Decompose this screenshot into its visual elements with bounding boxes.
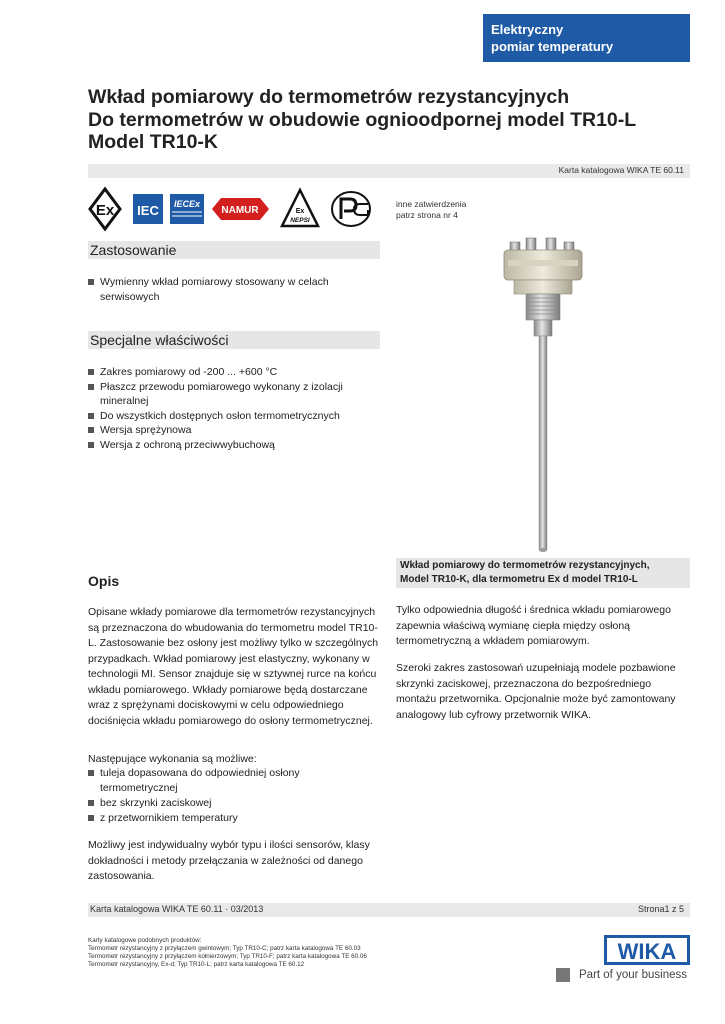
measuring-insert-image (496, 236, 592, 554)
title-line-1: Wkład pomiarowy do termometrów rezystancyjnych (88, 86, 570, 108)
certification-logos (88, 186, 388, 232)
list-item: Płaszcz przewodu pomiarowego wykonany z izolacji mineralnej (88, 380, 363, 409)
list-item: Zakres pomiarowy od -200 ... +600 °C (88, 365, 363, 380)
features-list (88, 365, 363, 452)
related-heading: Karty katalogowe podobnych produktów: (88, 937, 202, 944)
namur-logo-icon (212, 198, 269, 220)
section-heading-description: Opis (88, 573, 120, 589)
category-line-2: pomiar temperatury (491, 39, 614, 54)
category-line-1: Elektryczny (491, 22, 564, 37)
related-datasheets (88, 937, 367, 969)
page-title (88, 86, 688, 154)
related-item: Termometr rezystancyjny z przyłączem kołnierzowym; Typ TR10-F; patrz karta katalogowa TE 60.06 (88, 953, 367, 960)
section-heading-application: Zastosowanie (88, 241, 380, 259)
caption-line-2: Model TR10-K, dla termometru Ex d model TR10-L (400, 574, 638, 585)
list-item: Do wszystkich dostępnych osłon termometrycznych (88, 409, 363, 424)
footer-catalog-date: Karta katalogowa WIKA TE 60.11 · 03/2013 (90, 904, 264, 914)
list-item: z przetwornikiem temperatury (88, 811, 348, 826)
description-options-intro: Następujące wykonania są możliwe: (88, 753, 257, 765)
list-item: Wersja sprężynowa (88, 423, 363, 438)
iecex-logo-text: IECEx (173, 199, 201, 209)
list-item: Wymienny wkład pomiarowy stosowany w celach serwisowych (88, 275, 358, 304)
approval-line-2: patrz strona nr 4 (396, 210, 458, 220)
iecex-logo-icon (170, 194, 204, 224)
tagline (556, 968, 690, 986)
related-item: Termometr rezystancyjny z przyłączem gwintowym; Typ TR10-C; patrz karta katalogowa TE 60.03 (88, 945, 361, 952)
iec-logo-text: IEC (137, 203, 159, 218)
nepsi-bottom-text: NEPSI (290, 217, 310, 224)
gost-r-logo-icon (332, 192, 370, 226)
application-list (88, 275, 358, 304)
image-caption (396, 558, 690, 588)
section-heading-features: Specjalne właściwości (88, 331, 380, 349)
footer-bar (88, 903, 690, 917)
nepsi-top-text: Ex (295, 208, 305, 215)
nepsi-logo-icon (282, 190, 318, 226)
category-box (483, 14, 690, 62)
title-line-3: Model TR10-K (88, 131, 219, 153)
footer-page-number: Strona1 z 5 (637, 904, 684, 914)
namur-logo-text: NAMUR (221, 205, 259, 216)
related-item: Termometr rezystancyjny, Ex-d; Typ TR10-L; patrz karta katalogowa TE 60.12 (88, 961, 305, 968)
description-right-paragraph-2: Szeroki zakres zastosowań uzupełniają modele pozbawione skrzynki zaciskowej, przeznaczona do bezpośredniego montażu przetwornika. Opcjonalnie może być zamontowany analogowy lub cyfrowy przetwornik WIKA. (396, 662, 676, 721)
list-item: Wersja z ochroną przeciwwybuchową (88, 438, 363, 453)
tagline-square-icon (556, 968, 570, 982)
description-paragraph-1: Opisane wkłady pomiarowe dla termometrów rezystancyjnych są przeznaczona do wbudowania do termometru model TR10-L. Zastosowanie bez osłony jest możliwy tylko w szczególnych przypadkach. Wkład pomiarowy jest elastyczny, wykonany w technologii MI. Sensor znajduje się w sztywnej rurce na końcu wkładu pomiarowego. Wkłady pomiarowe będą dostarczane wraz z sprężynami dociskowymi w celu odpowiedniego dociśnięcia wkładu pomiarowego do osłony termometrycznej. (88, 606, 379, 727)
other-approvals-note (396, 199, 466, 221)
wika-logo (604, 935, 690, 965)
wika-logo-text: WIKA (617, 939, 677, 964)
description-options-list (88, 766, 348, 826)
ex-logo-icon (90, 189, 120, 229)
description-paragraph-3: Możliwy jest indywidualny wybór typu i ilości sensorów, klasy dokładności i metody przełączania w zależności od danego zastosowania. (88, 839, 370, 882)
tagline-text: Part of your business (579, 969, 688, 981)
list-item: bez skrzynki zaciskowej (88, 796, 348, 811)
description-right-paragraph-1: Tylko odpowiednia długość i średnica wkładu pomiarowego zapewnia właściwą wymianę ciepła między osłoną termometryczną a wkładem pomiarowym. (396, 604, 671, 647)
ex-logo-text: Ex (95, 202, 115, 219)
caption-line-1: Wkład pomiarowy do termometrów rezystancyjnych, (400, 560, 650, 571)
catalog-sheet-bar (88, 164, 690, 178)
list-item: tuleja dopasowana do odpowiedniej osłony termometrycznej (88, 766, 348, 796)
title-line-2: Do termometrów w obudowie ognioodpornej model TR10-L (88, 108, 637, 131)
catalog-sheet-label: Karta katalogowa WIKA TE 60.11 (558, 165, 684, 175)
approval-line-1: inne zatwierdzenia (396, 199, 467, 209)
iec-logo-icon (133, 194, 163, 224)
